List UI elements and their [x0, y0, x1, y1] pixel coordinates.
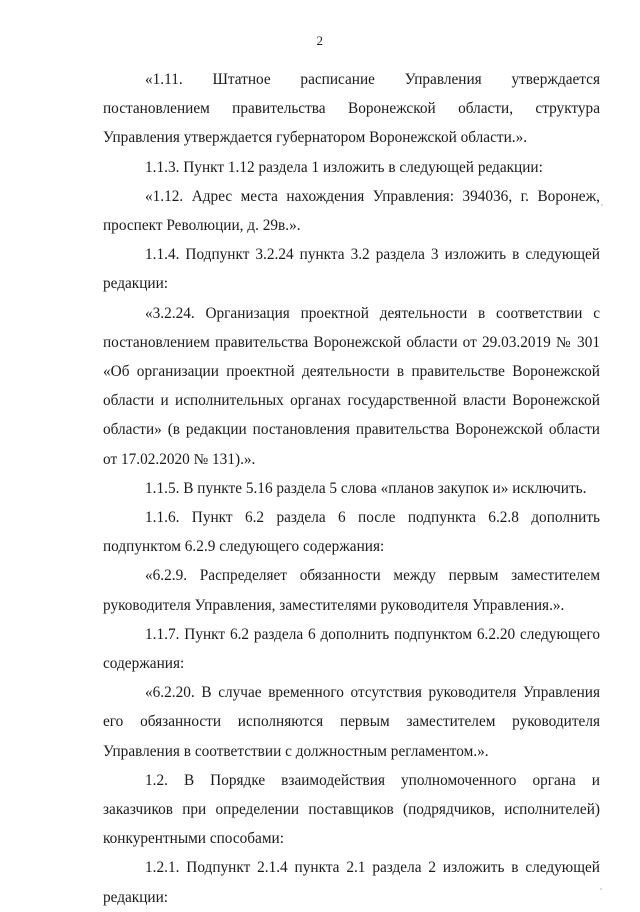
paragraph-1-1-4: 1.1.4. Подпункт 3.2.24 пункта 3.2 раздела 3 изложить в следующей редакции:: [103, 246, 600, 293]
paragraph-3-2-24-quote: «3.2.24. Организация проектной деятельности в соответствии с постановлением правительства Воронежской области от 29.03.2019 № 301 «Об организации проектной деятельности в правительстве Воронежской области и исполнительных органах государственной власти Воронежской области» (в редакции постановления правительства Воронежской области от 17.02.2020 № 131).».: [103, 304, 600, 468]
paragraph-1-12-quote: «1.12. Адрес места нахождения Управления: 394036, г. Воронеж, проспект Революции, д. 29в.».: [103, 187, 600, 235]
paragraph-1-1-3: 1.1.3. Пункт 1.12 раздела 1 изложить в следующей редакции:: [145, 158, 543, 176]
document-body: [103, 65, 600, 912]
scan-speck: [600, 888, 602, 890]
paragraph-1-2: 1.2. В Порядке взаимодействия уполномоченного органа и заказчиков при определении поставщиков (подрядчиков, исполнителей) конкурентными способами:: [103, 771, 600, 848]
paragraph-6-2-9-quote: «6.2.9. Распределяет обязанности между первым заместителем руководителя Управления, заместителями руководителя Управления.».: [103, 567, 600, 614]
page-number: 2: [316, 33, 324, 48]
paragraph-1-2-1: 1.2.1. Подпункт 2.1.4 пункта 2.1 раздела 2 изложить в следующей редакции:: [103, 859, 600, 906]
paragraph-1-1-5: 1.1.5. В пункте 5.16 раздела 5 слова «планов закупок и» исключить.: [145, 479, 587, 497]
paragraph-1-1-11-quote: «1.11. Штатное расписание Управления утверждается постановлением правительства Воронежской области, структура Управления утверждается губернатором Воронежской области.».: [103, 71, 600, 147]
scan-speck: [601, 204, 603, 206]
paragraph-6-2-20-quote: «6.2.20. В случае временного отсутствия руководителя Управления его обязанности исполняются первым заместителем руководителя Управления в соответствии с должностным регламентом.».: [103, 684, 600, 760]
paragraph-1-1-7: 1.1.7. Пункт 6.2 раздела 6 дополнить подпунктом 6.2.20 следующего содержания:: [103, 625, 600, 673]
paragraph-1-1-6: 1.1.6. Пункт 6.2 раздела 6 после подпункта 6.2.8 дополнить подпунктом 6.2.9 следующего содержания:: [103, 509, 600, 556]
